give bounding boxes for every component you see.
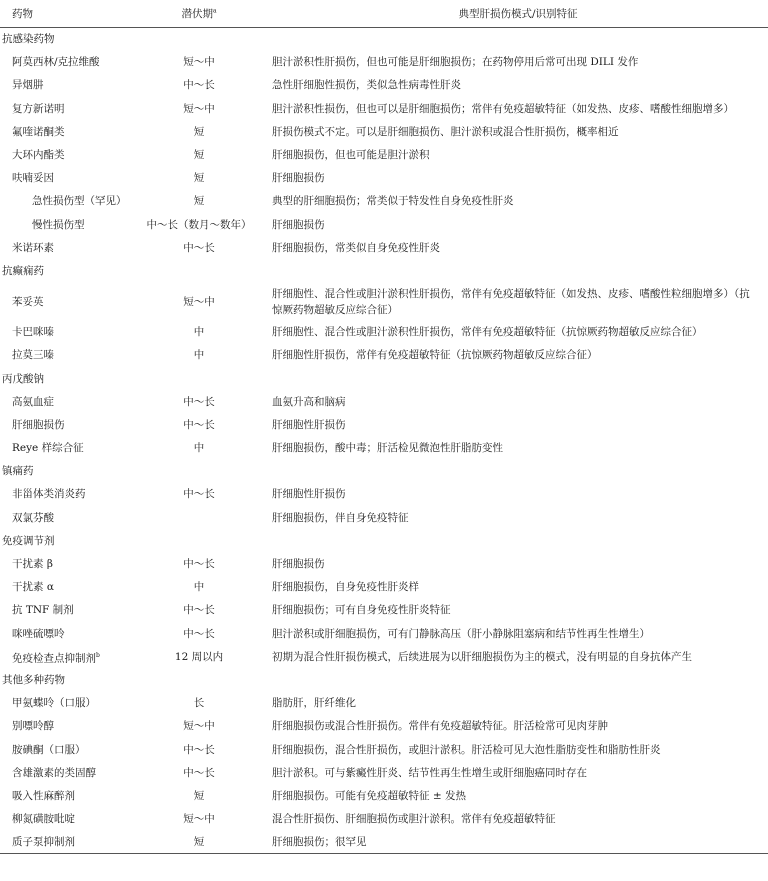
table-row <box>0 483 768 506</box>
category-row <box>0 367 768 390</box>
latency-cell: 短～中 <box>183 102 215 115</box>
pattern-cell: 脂肪肝，肝纤维化 <box>272 697 356 710</box>
table-row <box>0 236 768 259</box>
latency-cell: 短 <box>130 831 268 854</box>
latency-cell: 长 <box>193 697 205 710</box>
pattern-cell: 肝细胞性、混合性或胆汁淤积性肝损伤，常伴有免疫超敏特征（如发热、皮疹、嗜酸性粒细胞增多）（抗惊厥药物超敏反应综合征） <box>272 287 750 316</box>
category-row <box>0 28 768 51</box>
drug-name: 慢性损伤型 <box>32 218 85 231</box>
table-row <box>0 74 768 97</box>
header-latency-footnote: a <box>212 7 217 15</box>
table-row <box>0 761 768 784</box>
drug-cell <box>0 831 130 854</box>
drug-name: 急性损伤型（罕见） <box>32 195 127 208</box>
pattern-cell: 急性肝细胞性损伤，类似急性病毒性肝炎 <box>272 79 461 92</box>
pattern-cell: 肝细胞损伤；很罕见 <box>268 831 768 854</box>
drug-name: 复方新诺明 <box>12 102 65 115</box>
table-row <box>0 645 768 668</box>
drug-cell <box>0 808 130 831</box>
latency-cell: 中 <box>193 442 205 455</box>
latency-cell: 中～长 <box>183 79 215 92</box>
header-latency <box>130 0 268 28</box>
pattern-cell: 肝细胞损伤 <box>272 218 325 231</box>
table-row <box>0 390 768 413</box>
drug-name: 肝细胞损伤 <box>12 418 65 431</box>
category-row <box>0 460 768 483</box>
pattern-cell: 肝细胞损伤，但也可能是胆汁淤积 <box>272 149 430 162</box>
drug-name: 吸入性麻醉剂 <box>12 789 75 802</box>
pattern-cell: 胆汁淤积。可与紫癜性肝炎、结节性再生性增生或肝细胞癌同时存在 <box>272 766 587 779</box>
drug-name: 咪唑硫嘌呤 <box>12 627 65 640</box>
table-subrow <box>0 190 768 213</box>
pattern-cell: 初期为混合性肝损伤模式，后续进展为以肝细胞损伤为主的模式，没有明显的自身抗体产生 <box>272 650 692 663</box>
table-subrow <box>0 213 768 236</box>
latency-cell: 中～长 <box>183 241 215 254</box>
latency-cell: 中～长（数月～数年） <box>146 218 252 231</box>
pattern-cell: 典型的肝细胞损伤；常类似于特发性自身免疫性肝炎 <box>272 195 514 208</box>
latency-cell: 中～长 <box>183 627 215 640</box>
drug-cell <box>0 283 130 321</box>
table-row <box>0 506 768 529</box>
drug-cell <box>0 483 130 506</box>
table-row <box>0 120 768 143</box>
table-row <box>0 167 768 190</box>
pattern-cell: 肝细胞性肝损伤，常伴有免疫超敏特征（抗惊厥药物超敏反应综合征） <box>272 349 598 362</box>
table-row <box>0 143 768 166</box>
drug-cell <box>0 738 130 761</box>
drug-name: 异烟肼 <box>12 79 44 92</box>
pattern-cell: 肝细胞损伤或混合性肝损伤。常伴有免疫超敏特征。肝活检常可见肉芽肿 <box>272 720 608 733</box>
drug-name: 阿莫西林/克拉维酸 <box>12 56 100 69</box>
table-header-row <box>0 0 768 28</box>
drug-cell <box>0 645 130 668</box>
header-drug-label: 药物 <box>12 8 33 20</box>
pattern-cell: 肝损伤模式不定。可以是肝细胞损伤、胆汁淤积或混合性肝损伤，概率相近 <box>272 125 619 138</box>
latency-cell: 短 <box>193 149 205 162</box>
pattern-cell: 肝细胞性、混合性或胆汁淤积性肝损伤，常伴有免疫超敏特征（抗惊厥药物超敏反应综合征） <box>272 326 703 339</box>
latency-cell: 短 <box>193 125 205 138</box>
header-drug <box>0 0 130 28</box>
drug-cell <box>0 784 130 807</box>
drug-name: 干扰素 α <box>12 581 54 594</box>
table-row <box>0 321 768 344</box>
table-row <box>0 576 768 599</box>
table-row <box>0 283 768 321</box>
pattern-cell: 胆汁淤积性肝损伤，但也可能是肝细胞损伤；在药物停用后常可出现 DILI 发作 <box>272 56 639 69</box>
drug-cell <box>0 167 130 190</box>
drug-name: Reye 样综合征 <box>12 442 84 455</box>
table-row <box>0 344 768 367</box>
table-row <box>0 831 768 854</box>
table-row <box>0 622 768 645</box>
category-label: 抗感染药物 <box>2 33 55 46</box>
drug-cell <box>0 715 130 738</box>
table-body <box>0 28 768 854</box>
latency-cell: 中～长 <box>183 418 215 431</box>
drug-cell <box>0 506 130 529</box>
table-row <box>0 437 768 460</box>
category-label: 镇痛药 <box>2 465 34 478</box>
table-row <box>0 413 768 436</box>
drug-name: 柳氮磺胺吡啶 <box>12 813 75 826</box>
category-row <box>0 668 768 691</box>
table-row <box>0 599 768 622</box>
table-row <box>0 51 768 74</box>
latency-cell: 中～长 <box>183 395 215 408</box>
pattern-cell: 胆汁淤积性损伤，但也可以是肝细胞损伤；常伴有免疫超敏特征（如发热、皮疹、嗜酸性细胞增多） <box>272 102 734 115</box>
drug-cell <box>0 761 130 784</box>
pattern-cell: 肝细胞损伤 <box>272 172 325 185</box>
latency-cell: 中～长 <box>183 766 215 779</box>
drug-cell <box>0 390 130 413</box>
pattern-cell: 肝细胞损伤，自身免疫性肝炎样 <box>272 581 419 594</box>
drug-name: 苯妥英 <box>12 295 44 308</box>
latency-cell: 短 <box>193 172 205 185</box>
drug-name: 抗 TNF 制剂 <box>12 604 74 617</box>
latency-cell: 中 <box>193 581 205 594</box>
drug-name: 氟喹诺酮类 <box>12 125 65 138</box>
category-row <box>0 259 768 282</box>
table-row <box>0 552 768 575</box>
header-pattern-label: 典型肝损伤模式/识别特征 <box>458 8 578 20</box>
drug-name: 卡巴咪嗪 <box>12 326 54 339</box>
drug-name: 干扰素 β <box>12 558 53 571</box>
latency-cell: 中～长 <box>183 558 215 571</box>
table-row <box>0 738 768 761</box>
table-row <box>0 784 768 807</box>
latency-cell: 短 <box>193 195 205 208</box>
pattern-cell: 肝细胞损伤；可有自身免疫性肝炎特征 <box>272 604 451 617</box>
latency-cell: 短 <box>193 789 205 802</box>
drug-name: 高氨血症 <box>12 395 54 408</box>
drug-cell <box>0 321 130 344</box>
pattern-cell: 胆汁淤积或肝细胞损伤，可有门静脉高压（肝小静脉阻塞病和结节性再生性增生） <box>272 627 650 640</box>
table-row <box>0 97 768 120</box>
drug-name: 胺碘酮（口服） <box>12 743 86 756</box>
latency-cell: 短～中 <box>183 720 215 733</box>
pattern-cell: 肝细胞性肝损伤 <box>272 488 346 501</box>
drug-name: 大环内酯类 <box>12 149 65 162</box>
latency-cell: 12 周以内 <box>174 650 224 663</box>
drug-cell <box>0 599 130 622</box>
pattern-cell: 混合性肝损伤、肝细胞损伤或胆汁淤积。常伴有免疫超敏特征 <box>272 813 556 826</box>
drug-name: 甲氨蝶呤（口服） <box>12 697 96 710</box>
header-pattern <box>268 0 768 28</box>
category-label: 其他多种药物 <box>2 673 65 686</box>
category-label: 抗癫痫药 <box>2 264 44 277</box>
latency-cell: 中 <box>193 349 205 362</box>
pattern-cell: 肝细胞损伤，混合性肝损伤，或胆汁淤积。肝活检可见大泡性脂肪变性和脂肪性肝炎 <box>272 743 661 756</box>
category-row <box>0 529 768 552</box>
drug-cell <box>0 97 130 120</box>
drug-cell <box>0 413 130 436</box>
drug-cell <box>0 120 130 143</box>
drug-cell <box>0 74 130 97</box>
pattern-cell: 肝细胞损伤 <box>272 558 325 571</box>
drug-cell <box>0 236 130 259</box>
drug-cell <box>0 692 130 715</box>
drug-cell <box>0 190 130 213</box>
drug-cell <box>0 437 130 460</box>
drug-cell <box>0 622 130 645</box>
drug-cell <box>0 344 130 367</box>
drug-name: 质子泵抑制剂 <box>12 836 75 849</box>
table-row <box>0 808 768 831</box>
latency-cell: 中～长 <box>183 488 215 501</box>
drug-cell <box>0 51 130 74</box>
drug-cell <box>0 213 130 236</box>
latency-cell: 短～中 <box>183 56 215 69</box>
drug-name: 免疫检查点抑制剂 <box>12 652 96 665</box>
drug-footnote-mark: b <box>96 651 100 659</box>
pattern-cell: 肝细胞损伤，伴自身免疫特征 <box>272 511 409 524</box>
drug-cell <box>0 576 130 599</box>
latency-cell: 中 <box>193 326 205 339</box>
drug-name: 拉莫三嗪 <box>12 349 54 362</box>
pattern-cell: 肝细胞损伤，常类似自身免疫性肝炎 <box>272 241 440 254</box>
category-label: 免疫调节剂 <box>2 534 55 547</box>
latency-cell: 短～中 <box>183 813 215 826</box>
table-row <box>0 692 768 715</box>
latency-cell <box>130 506 268 529</box>
pattern-cell: 肝细胞损伤，酸中毒；肝活检见微泡性肝脂肪变性 <box>272 442 503 455</box>
drug-name: 双氯芬酸 <box>12 511 54 524</box>
pattern-cell: 肝细胞损伤。可能有免疫超敏特征 ± 发热 <box>272 789 466 802</box>
latency-cell: 中～长 <box>183 743 215 756</box>
drug-name: 呋喃妥因 <box>12 172 54 185</box>
drug-cell <box>0 143 130 166</box>
latency-cell: 短～中 <box>183 295 215 308</box>
header-latency-label: 潜伏期 <box>181 8 213 20</box>
drug-cell <box>0 552 130 575</box>
category-label: 丙戊酸钠 <box>2 372 44 385</box>
drug-name: 别嘌呤醇 <box>12 720 54 733</box>
drug-name: 含雄激素的类固醇 <box>12 766 96 779</box>
pattern-cell: 肝细胞性肝损伤 <box>272 418 346 431</box>
drug-name: 米诺环素 <box>12 241 54 254</box>
drug-name: 非甾体类消炎药 <box>12 488 86 501</box>
table-row <box>0 715 768 738</box>
pattern-cell: 血氨升高和脑病 <box>272 395 346 408</box>
latency-cell: 中～长 <box>183 604 215 617</box>
